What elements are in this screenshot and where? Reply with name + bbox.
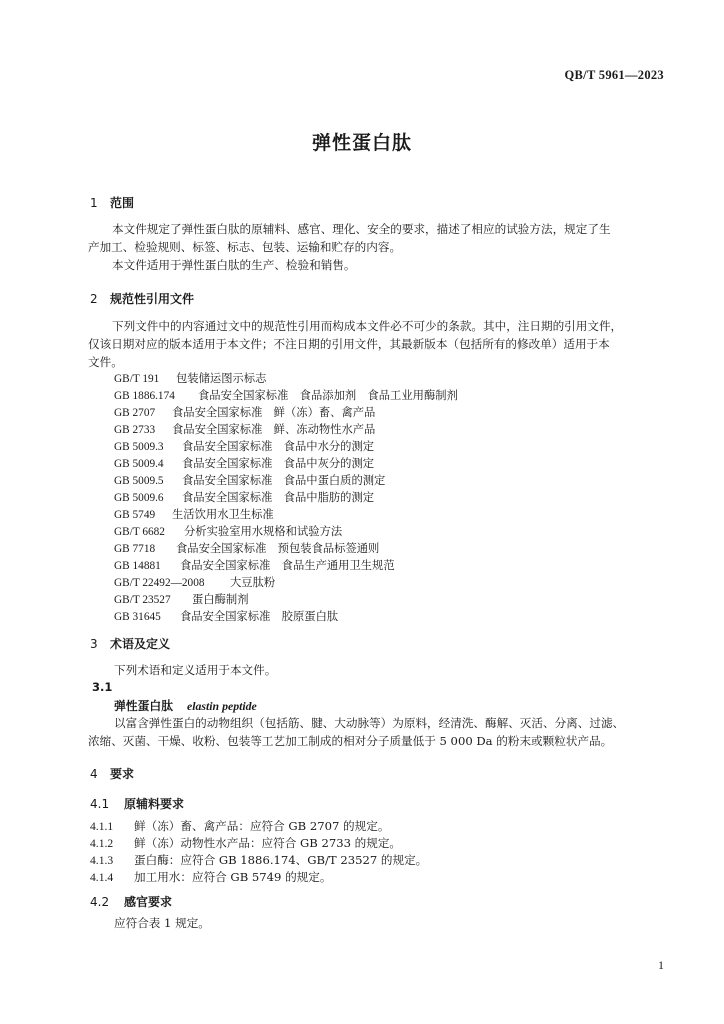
section-3-heading xyxy=(90,635,170,652)
reference-code: GB 5009.5 xyxy=(114,475,164,487)
clause-number: 4.1.3 xyxy=(90,854,114,867)
reference-code: GB 2707 xyxy=(114,407,156,419)
reference-title: 蛋白酶制剂 xyxy=(192,593,249,606)
paragraph-line: 产加工、检验规则、标签、标志、包装、运输和贮存的内容。 xyxy=(88,240,402,254)
subsection-title: 感官要求 xyxy=(124,895,173,909)
section-number: 1 xyxy=(90,196,98,210)
reference-item xyxy=(114,489,374,505)
clause-number: 4.1.4 xyxy=(90,871,114,884)
reference-item xyxy=(114,506,274,522)
paragraph-line: 仅该日期对应的版本适用于本文件；不注日期的引用文件，其最新版本（包括所有的修改单）适用于本 xyxy=(88,337,610,351)
paragraph-line: 应符合表 1 规定。 xyxy=(114,916,210,930)
reference-item xyxy=(114,421,375,437)
reference-code: GB 5009.3 xyxy=(114,441,164,453)
standard-code: QB/T 5961—2023 xyxy=(564,68,664,82)
page-number: 1 xyxy=(658,958,664,972)
section-1-heading xyxy=(90,194,134,211)
section-title: 范围 xyxy=(110,196,135,210)
term-heading xyxy=(114,697,257,714)
reference-code: GB 7718 xyxy=(114,543,156,555)
reference-item xyxy=(114,557,395,573)
section-4-heading xyxy=(90,765,134,782)
section-number: 4 xyxy=(90,767,98,781)
clause-text: 加工用水：应符合 GB 5749 的规定。 xyxy=(134,870,332,884)
reference-title: 食品安全国家标准 食品添加剂 食品工业用酶制剂 xyxy=(198,389,458,402)
definition-line: 浓缩、灭菌、干燥、收粉、包装等工艺加工制成的相对分子质量低于 5 000 Da 的粉末或颗粒状产品。 xyxy=(88,734,613,748)
paragraph-line: 本文件适用于弹性蛋白肽的生产、检验和销售。 xyxy=(112,258,356,272)
reference-title: 食品安全国家标准 食品中水分的测定 xyxy=(182,440,375,453)
paragraph-line: 下列文件中的内容通过文中的规范性引用而构成本文件必不可少的条款。其中，注日期的引用文件， xyxy=(112,319,623,333)
clause-number: 4.1.1 xyxy=(90,820,114,833)
reference-title: 生活饮用水卫生标准 xyxy=(172,508,274,521)
reference-title: 分析实验室用水规格和试验方法 xyxy=(184,525,343,538)
section-number: 2 xyxy=(90,292,98,306)
section-2-heading xyxy=(90,290,194,307)
term-chinese: 弹性蛋白肽 xyxy=(114,699,173,713)
reference-item xyxy=(114,574,275,590)
reference-title: 食品安全国家标准 食品生产通用卫生规范 xyxy=(180,559,395,572)
reference-title: 食品安全国家标准 食品中灰分的测定 xyxy=(182,457,375,470)
reference-item xyxy=(114,370,266,386)
reference-item xyxy=(114,608,338,624)
clause-text: 鲜（冻）动物性水产品：应符合 GB 2733 的规定。 xyxy=(134,836,402,850)
clause-text: 鲜（冻）畜、禽产品：应符合 GB 2707 的规定。 xyxy=(134,819,390,833)
reference-title: 食品安全国家标准 鲜、冻动物性水产品 xyxy=(172,423,376,436)
section-title: 规范性引用文件 xyxy=(110,292,195,306)
subsection-number: 4.1 xyxy=(90,797,110,811)
reference-code: GB/T 191 xyxy=(114,373,160,385)
subsection-title: 原辅料要求 xyxy=(124,797,185,811)
reference-code: GB 5009.4 xyxy=(114,458,164,470)
clause-text: 蛋白酶：应符合 GB 1886.174、GB/T 23527 的规定。 xyxy=(134,853,428,867)
subsection-number: 4.2 xyxy=(90,895,110,909)
paragraph-line: 本文件规定了弹性蛋白肽的原辅料、感官、理化、安全的要求，描述了相应的试验方法，规定了生 xyxy=(112,222,611,236)
reference-title: 食品安全国家标准 鲜（冻）畜、禽产品 xyxy=(172,406,376,419)
section-number: 3 xyxy=(90,637,98,651)
reference-item xyxy=(114,455,374,471)
term-english: elastin peptide xyxy=(187,699,257,713)
reference-item xyxy=(114,591,249,607)
paragraph-line: 文件。 xyxy=(88,355,123,369)
reference-code: GB 5749 xyxy=(114,509,156,521)
reference-item xyxy=(114,404,375,420)
reference-code: GB 14881 xyxy=(114,560,161,572)
reference-code: GB 2733 xyxy=(114,424,156,436)
definition-line: 以富含弹性蛋白的动物组织（包括筋、腱、大动脉等）为原料，经清洗、酶解、灭活、分离、过滤、 xyxy=(114,716,625,730)
section-title: 术语及定义 xyxy=(110,637,171,651)
reference-item xyxy=(114,540,379,556)
reference-code: GB/T 6682 xyxy=(114,526,165,538)
section-title: 要求 xyxy=(110,767,135,781)
reference-title: 包装储运图示标志 xyxy=(176,372,267,385)
subsection-heading xyxy=(90,893,172,910)
reference-code: GB/T 22492—2008 xyxy=(114,577,205,589)
reference-code: GB 5009.6 xyxy=(114,492,164,504)
reference-item xyxy=(114,472,385,488)
reference-title: 食品安全国家标准 食品中脂肪的测定 xyxy=(182,491,375,504)
reference-item xyxy=(114,438,374,454)
reference-code: GB/T 23527 xyxy=(114,594,171,606)
term-number: 3.1 xyxy=(92,680,113,694)
reference-code: GB 31645 xyxy=(114,611,161,623)
paragraph-line: 下列术语和定义适用于本文件。 xyxy=(114,663,277,677)
clause-item xyxy=(90,868,331,887)
reference-item xyxy=(114,523,342,539)
reference-title: 食品安全国家标准 预包装食品标签通则 xyxy=(176,542,380,555)
reference-title: 大豆肽粉 xyxy=(230,576,276,589)
clause-number: 4.1.2 xyxy=(90,837,114,850)
reference-code: GB 1886.174 xyxy=(114,390,175,402)
document-title: 弹性蛋白肽 xyxy=(311,132,412,154)
subsection-heading xyxy=(90,795,184,812)
reference-item xyxy=(114,387,458,403)
reference-title: 食品安全国家标准 胶原蛋白肽 xyxy=(180,610,339,623)
reference-title: 食品安全国家标准 食品中蛋白质的测定 xyxy=(182,474,386,487)
